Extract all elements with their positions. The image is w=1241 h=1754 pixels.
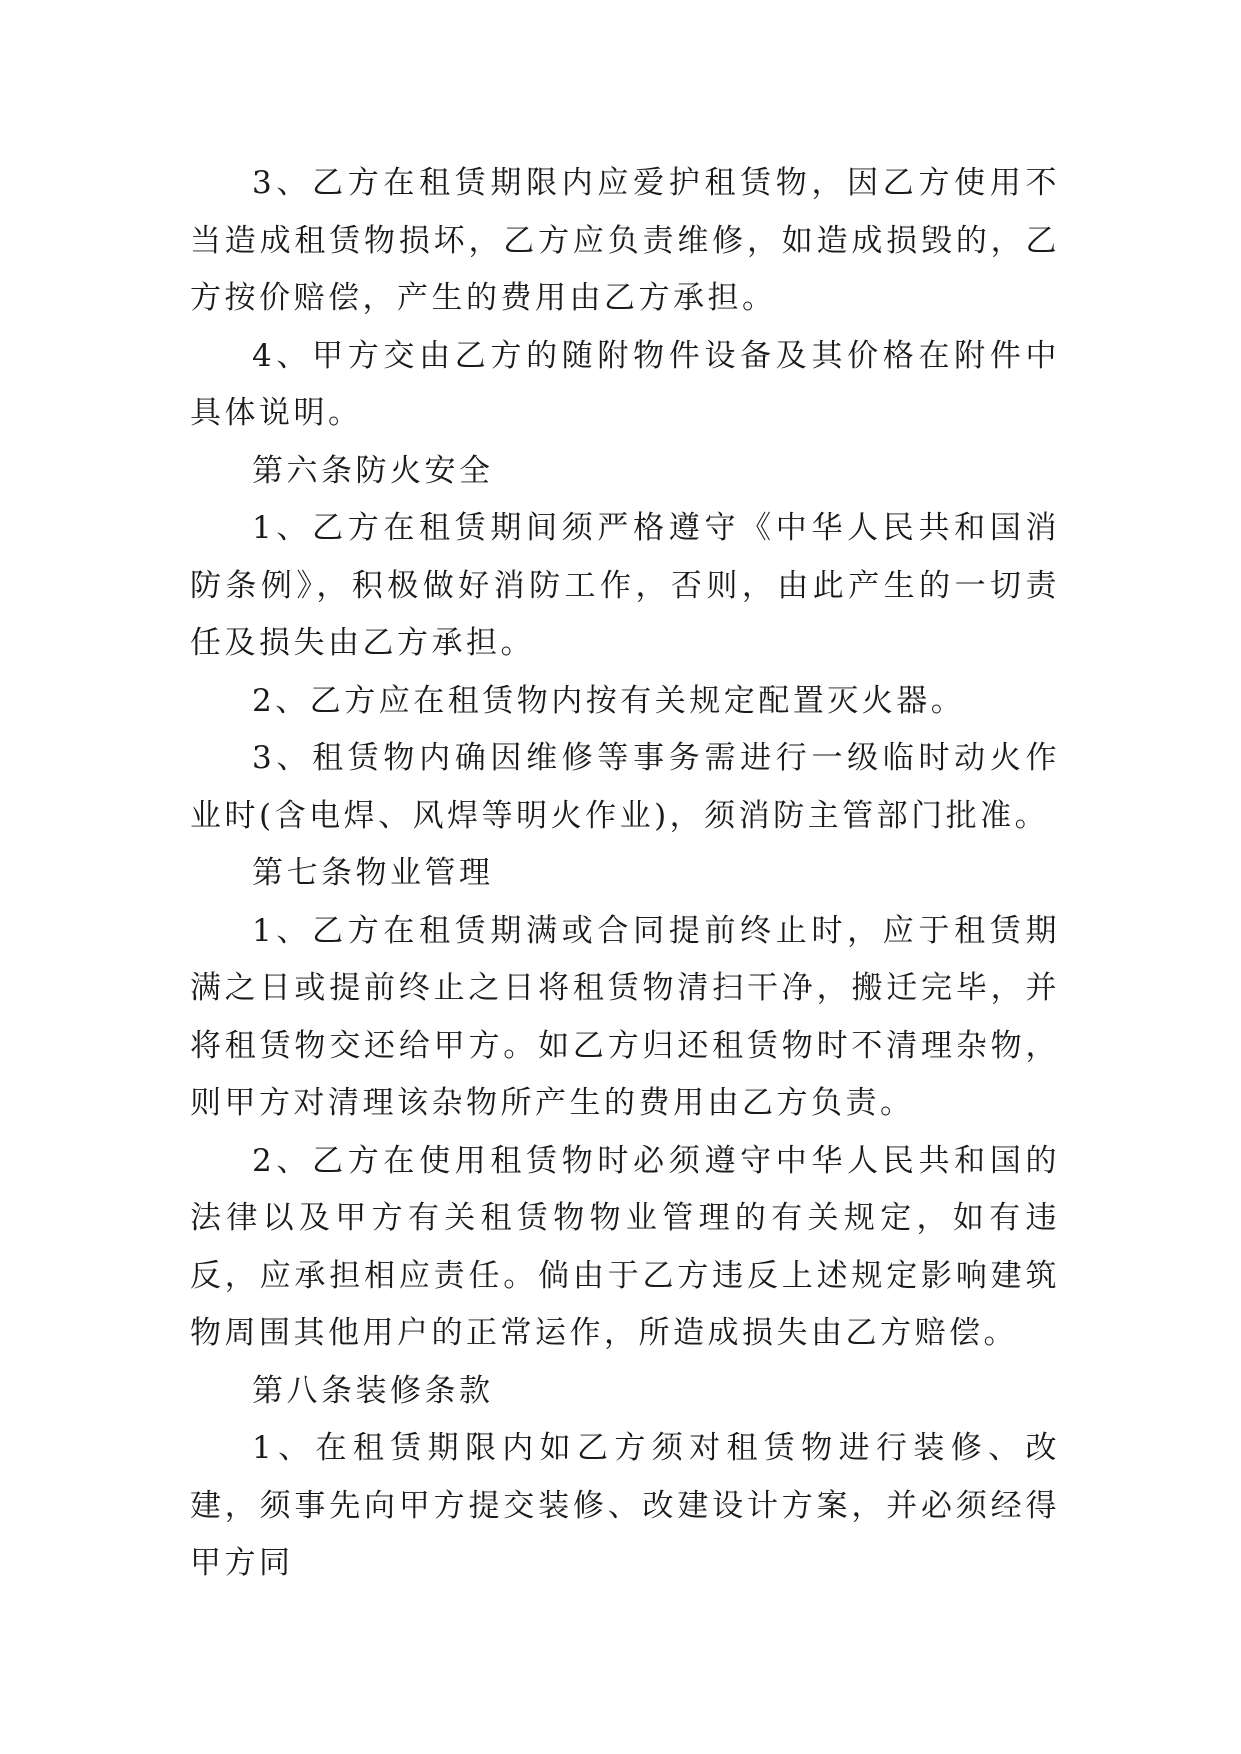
section-heading-article-7: 第七条物业管理 xyxy=(252,855,494,891)
paragraph-clause-5-4: 4、甲方交由乙方的随附物件设备及其价格在附件中具体说明。 xyxy=(190,337,1060,431)
paragraph-clause-6-3: 3、租赁物内确因维修等事务需进行一级临时动火作业时(含电焊、风焊等明火作业)，须消防主管部门批准。 xyxy=(190,740,1060,834)
document-body xyxy=(190,155,1060,1593)
paragraph-clause-6-2: 2、乙方应在租赁物内按有关规定配置灭火器。 xyxy=(252,682,966,719)
paragraph-clause-7-1: 1、乙方在租赁期满或合同提前终止时，应于租赁期满之日或提前终止之日将租赁物清扫干净，搬迁完毕，并将租赁物交还给甲方。如乙方归还租赁物时不清理杂物，则甲方对清理该杂物所产生的费用由乙方负责。 xyxy=(190,912,1060,1121)
section-heading-article-8: 第八条装修条款 xyxy=(252,1372,494,1409)
section-heading-article-6: 第六条防火安全 xyxy=(252,452,494,489)
paragraph-clause-5-3: 3、乙方在租赁期限内应爱护租赁物，因乙方使用不当造成租赁物损坏，乙方应负责维修，如造成损毁的，乙方按价赔偿，产生的费用由乙方承担。 xyxy=(190,165,1060,316)
paragraph-clause-7-2: 2、乙方在使用租赁物时必须遵守中华人民共和国的法律以及甲方有关租赁物物业管理的有关规定，如有违反，应承担相应责任。倘由于乙方违反上述规定影响建筑物周围其他用户的正常运作，所造成损失由乙方赔偿。 xyxy=(190,1142,1060,1351)
paragraph-clause-8-1: 1、在租赁期限内如乙方须对租赁物进行装修、改建，须事先向甲方提交装修、改建设计方案，并必须经得甲方同 xyxy=(190,1430,1060,1581)
paragraph-clause-6-1: 1、乙方在租赁期间须严格遵守《中华人民共和国消防条例》，积极做好消防工作，否则，由此产生的一切责任及损失由乙方承担。 xyxy=(190,510,1060,661)
